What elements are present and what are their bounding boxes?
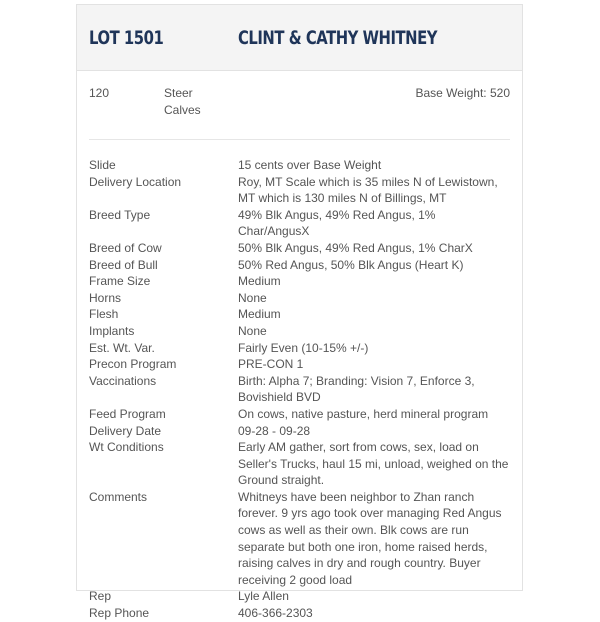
detail-label: Horns [89, 290, 122, 305]
detail-value: Medium [238, 307, 281, 322]
detail-label: Flesh [89, 307, 119, 322]
detail-value: 50% Red Angus, 50% Blk Angus (Heart K) [238, 257, 464, 272]
head-count: 120 [89, 86, 110, 100]
detail-label: Delivery Location [89, 174, 182, 189]
detail-row [89, 373, 510, 406]
lot-summary [77, 71, 522, 139]
detail-value: 50% Blk Angus, 49% Red Angus, 1% CharX [238, 240, 473, 255]
detail-label: Rep Phone [89, 606, 150, 621]
detail-value: Early AM gather, sort from cows, sex, load on Seller's Trucks, haul 15 mi, unload, weighed on the Ground straight. [238, 440, 509, 488]
detail-label: Slide [89, 158, 116, 172]
detail-value: Fairly Even (10-15% +/-) [238, 340, 369, 355]
detail-row [89, 340, 510, 357]
detail-row [89, 290, 510, 307]
detail-value: 406-366-2303 [238, 606, 313, 621]
detail-value: 49% Blk Angus, 49% Red Angus, 1% Char/AngusX [238, 207, 436, 239]
lot-card [76, 4, 523, 621]
detail-label: Frame Size [89, 274, 151, 289]
detail-row [89, 423, 510, 440]
detail-value: Medium [238, 274, 281, 289]
lot-details [77, 140, 522, 622]
detail-label: Breed Type [89, 207, 151, 222]
detail-value: 15 cents over Base Weight [238, 158, 382, 172]
detail-label: Breed of Bull [89, 257, 158, 272]
detail-value: PRE-CON 1 [238, 357, 304, 372]
cattle-type: Steer Calves [164, 86, 201, 117]
detail-row [89, 605, 510, 622]
detail-row [89, 439, 510, 489]
detail-label: Est. Wt. Var. [89, 340, 155, 355]
detail-label: Comments [89, 489, 148, 504]
detail-row [89, 240, 510, 257]
detail-row [89, 306, 510, 323]
detail-row [89, 489, 510, 589]
detail-label: Breed of Cow [89, 240, 162, 255]
detail-row [89, 406, 510, 423]
detail-label: Feed Program [89, 406, 166, 421]
detail-value: Lyle Allen [238, 589, 289, 604]
detail-row [89, 174, 510, 207]
seller-name: CLINT & CATHY WHITNEY [238, 27, 437, 49]
detail-value: Roy, MT Scale which is 35 miles N of Lewistown, MT which is 130 miles N of Billings, MT [238, 174, 498, 206]
lot-number: LOT 1501 [89, 27, 164, 49]
detail-label: Delivery Date [89, 423, 162, 438]
detail-row [89, 273, 510, 290]
detail-row [89, 257, 510, 274]
detail-row [89, 356, 510, 373]
detail-row [89, 157, 510, 174]
base-weight: Base Weight: 520 [415, 86, 510, 100]
detail-value: None [238, 323, 267, 338]
lot-header [77, 5, 522, 71]
detail-row [89, 588, 510, 605]
detail-label: Wt Conditions [89, 440, 164, 455]
detail-label: Precon Program [89, 357, 177, 372]
detail-value: Birth: Alpha 7; Branding: Vision 7, Enforce 3, Bovishield BVD [238, 373, 475, 405]
detail-label: Vaccinations [89, 373, 157, 388]
detail-value: On cows, native pasture, herd mineral program [238, 406, 489, 421]
detail-value: None [238, 290, 267, 305]
detail-row [89, 207, 510, 240]
detail-label: Rep [89, 589, 112, 604]
detail-value: 09-28 - 09-28 [238, 423, 311, 438]
detail-value: Whitneys have been neighbor to Zhan ranch forever. 9 yrs ago took over managing Red Angus cows as well as their own. Blk cows are run separate but both one iron, home raised herds, raising calves in dry and rough country. Buyer receiving 2 good load [238, 489, 502, 587]
detail-row [89, 323, 510, 340]
detail-label: Implants [89, 323, 135, 338]
